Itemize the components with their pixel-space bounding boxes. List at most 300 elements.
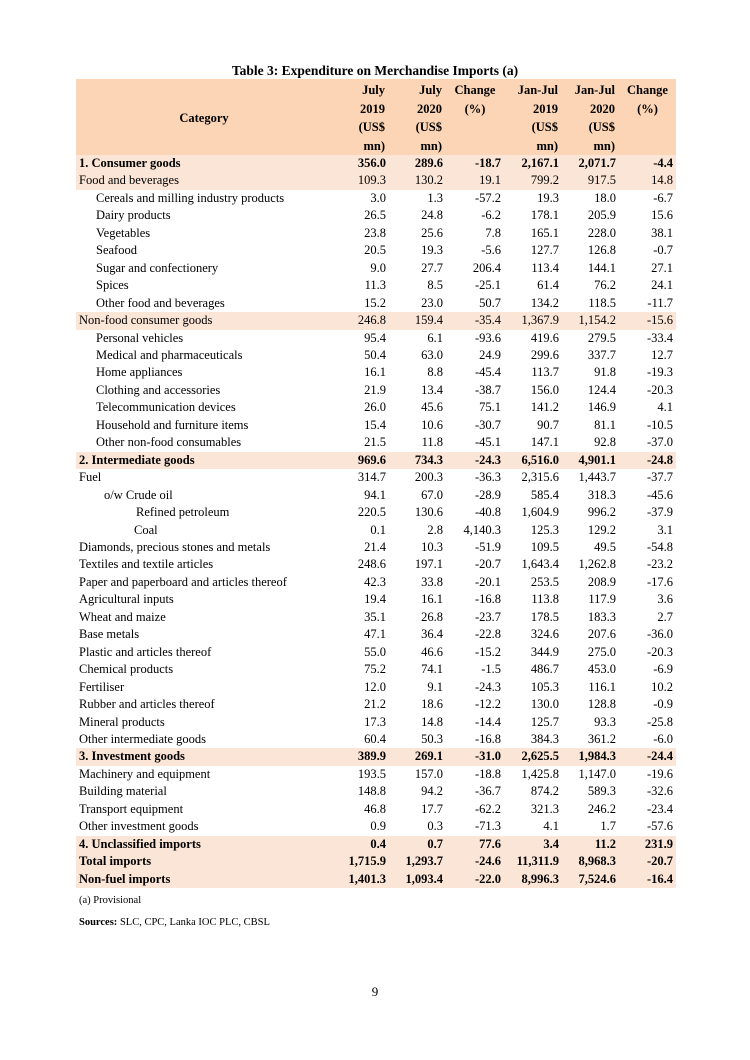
row-value: 12.0 (364, 679, 386, 694)
row-value: -93.6 (474, 330, 501, 345)
row-value: 19.3 (421, 243, 443, 258)
row-value: 3.0 (370, 190, 386, 205)
row-value: -4.4 (619, 155, 676, 172)
row-value: 1,154.2 (562, 312, 619, 329)
row-label: Textiles and textile articles (79, 557, 214, 572)
row-value: 3.4 (504, 836, 562, 853)
row-label: 2. Intermediate goods (76, 452, 332, 469)
row-value: -18.8 (474, 766, 501, 781)
table-row (76, 364, 676, 381)
row-value: 279.5 (587, 330, 616, 345)
row-value: -0.9 (653, 697, 673, 712)
header-line: Jan-Jul (574, 83, 615, 97)
row-value: 129.2 (587, 522, 616, 537)
table-row (76, 417, 676, 434)
row-value: 94.2 (421, 784, 443, 799)
header-line: 2019 (533, 101, 558, 116)
row-value: 113.8 (531, 592, 559, 607)
table-row (76, 172, 676, 189)
header-col-janjul-2020 (562, 79, 619, 155)
row-value: 1,093.4 (389, 871, 446, 888)
row-value: 156.0 (530, 382, 559, 397)
row-value: 118.5 (588, 295, 616, 310)
row-value: 589.3 (587, 784, 616, 799)
table-row (76, 452, 676, 469)
row-value: 321.3 (530, 801, 559, 816)
table-row (76, 504, 676, 521)
row-value: 76.2 (594, 278, 616, 293)
provisional-note: (a) Provisional (79, 895, 142, 906)
row-value: -18.7 (446, 155, 504, 172)
row-value: 113.4 (531, 260, 559, 275)
row-value: 453.0 (587, 662, 616, 677)
header-col-july-2019 (332, 79, 389, 155)
row-value: 231.9 (619, 836, 676, 853)
row-label: Agricultural inputs (79, 592, 174, 607)
row-value: 269.1 (389, 748, 446, 765)
row-value: -0.7 (653, 243, 673, 258)
row-value: 159.4 (389, 312, 446, 329)
row-value: 50.3 (421, 731, 443, 746)
row-value: 63.0 (421, 347, 443, 362)
header-line: Change (627, 83, 668, 97)
row-value: 17.7 (421, 801, 443, 816)
row-value: -24.8 (619, 452, 676, 469)
row-value: 67.0 (421, 487, 443, 502)
table-row (76, 469, 676, 486)
row-value: 95.4 (364, 330, 386, 345)
row-label: Machinery and equipment (79, 766, 211, 781)
row-label: Sugar and confectionery (96, 260, 219, 275)
row-value: 200.3 (414, 470, 443, 485)
table-row (76, 539, 676, 556)
row-value: 8.5 (427, 278, 443, 293)
row-value: -45.1 (474, 435, 501, 450)
table-row (76, 626, 676, 643)
row-value: 275.0 (587, 644, 616, 659)
row-value: 46.6 (421, 644, 443, 659)
row-value: 208.9 (587, 574, 616, 589)
row-value: 246.2 (587, 801, 616, 816)
row-value: 16.1 (364, 365, 386, 380)
table-row (76, 190, 676, 207)
row-value: 8,968.3 (562, 853, 619, 870)
table-row (76, 836, 676, 853)
table-body (76, 155, 676, 888)
row-label: Coal (134, 522, 158, 537)
row-label: Base metals (79, 627, 140, 642)
row-value: 0.1 (370, 522, 386, 537)
header-col-change-janjul (619, 79, 676, 155)
row-label: Chemical products (79, 662, 174, 677)
row-value: 117.9 (588, 592, 616, 607)
table-row (76, 679, 676, 696)
row-value: -36.3 (474, 470, 501, 485)
row-value: 1,715.9 (332, 853, 389, 870)
row-value: 81.1 (594, 417, 616, 432)
page-number: 9 (371, 984, 379, 999)
row-value: 799.2 (504, 172, 562, 189)
row-value: 144.1 (587, 260, 616, 275)
row-value: 419.6 (530, 330, 559, 345)
row-label: Personal vehicles (96, 330, 184, 345)
row-label: Transport equipment (79, 801, 184, 816)
row-value: -20.3 (646, 382, 673, 397)
row-value: 130.6 (414, 505, 443, 520)
row-value: 585.4 (530, 487, 559, 502)
table-row (76, 434, 676, 451)
row-value: -57.2 (474, 190, 501, 205)
row-value: 12.7 (651, 347, 673, 362)
row-value: 19.3 (537, 190, 559, 205)
row-value: 389.9 (332, 748, 389, 765)
table-row (76, 487, 676, 504)
row-value: 318.3 (587, 487, 616, 502)
row-value: 996.2 (587, 505, 616, 520)
row-value: 2,071.7 (562, 155, 619, 172)
row-label: Plastic and articles thereof (79, 644, 212, 659)
row-value: 1,262.8 (578, 557, 616, 572)
row-value: 24.1 (651, 278, 673, 293)
header-line: (US$ (531, 120, 558, 134)
row-value: 1.7 (600, 819, 616, 834)
table-row (76, 591, 676, 608)
row-value: -30.7 (474, 417, 501, 432)
row-value: -24.3 (474, 679, 501, 694)
row-value: 2,625.5 (504, 748, 562, 765)
row-value: 60.4 (364, 731, 386, 746)
row-value: 42.3 (364, 574, 386, 589)
row-value: 969.6 (332, 452, 389, 469)
row-label: Dairy products (96, 208, 171, 223)
row-value: -45.4 (474, 365, 501, 380)
row-value: 27.7 (421, 260, 443, 275)
row-value: -20.3 (646, 644, 673, 659)
row-label: Other investment goods (79, 819, 199, 834)
row-value: -22.0 (446, 871, 504, 888)
row-value: 7.8 (485, 225, 501, 240)
row-value: 23.0 (421, 295, 443, 310)
row-value: 38.1 (651, 225, 673, 240)
table-row (76, 609, 676, 626)
table-row (76, 242, 676, 259)
table-title: Table 3: Expenditure on Merchandise Imports (a) (231, 63, 519, 78)
row-value: 134.2 (530, 295, 559, 310)
row-value: -57.6 (646, 819, 673, 834)
row-value: 2.7 (657, 609, 673, 624)
row-label: Cereals and milling industry products (96, 190, 285, 205)
row-value: 20.5 (364, 243, 386, 258)
row-value: -12.2 (474, 697, 501, 712)
row-value: -6.2 (481, 208, 501, 223)
row-value: 11.2 (562, 836, 619, 853)
row-value: 109.3 (332, 172, 389, 189)
row-value: 8,996.3 (504, 871, 562, 888)
header-line: mn) (536, 138, 558, 153)
row-value: 17.3 (364, 714, 386, 729)
row-value: -36.0 (646, 627, 673, 642)
table-row (76, 661, 676, 678)
header-line: July (419, 83, 442, 97)
row-value: 1,147.0 (578, 766, 616, 781)
row-value: -11.7 (647, 295, 673, 310)
header-line: (US$ (358, 120, 385, 134)
row-value: 26.0 (364, 400, 386, 415)
row-value: -51.9 (474, 539, 501, 554)
row-value: -71.3 (474, 819, 501, 834)
row-value: -28.9 (474, 487, 501, 502)
row-value: 130.0 (530, 697, 559, 712)
row-value: 11.3 (364, 278, 386, 293)
header-line: Jan-Jul (517, 83, 558, 97)
row-value: 47.1 (364, 627, 386, 642)
row-value: 193.5 (357, 766, 386, 781)
row-value: 2.8 (427, 522, 443, 537)
sources-label: Sources: (79, 917, 118, 928)
header-category: Category (76, 79, 332, 155)
row-value: 10.2 (651, 679, 673, 694)
table-row (76, 783, 676, 800)
row-value: -40.8 (474, 505, 501, 520)
row-label: Wheat and maize (79, 609, 166, 624)
row-value: 734.3 (389, 452, 446, 469)
row-value: 0.3 (427, 819, 443, 834)
row-value: 1,604.9 (521, 505, 559, 520)
row-value: 35.1 (364, 609, 386, 624)
row-value: 299.6 (530, 347, 559, 362)
header-col-change-july (446, 79, 504, 155)
row-value: 205.9 (587, 208, 616, 223)
row-value: -23.7 (474, 609, 501, 624)
row-value: -6.7 (653, 190, 673, 205)
row-label: Home appliances (96, 365, 183, 380)
header-line: (%) (637, 101, 658, 116)
row-value: 248.6 (357, 557, 386, 572)
row-value: 15.4 (364, 417, 386, 432)
row-value: 127.7 (530, 243, 559, 258)
row-value: 55.0 (364, 644, 386, 659)
row-value: 116.1 (588, 679, 616, 694)
row-value: 157.0 (414, 766, 443, 781)
header-line: mn) (593, 138, 615, 153)
row-value: 2,167.1 (504, 155, 562, 172)
row-value: 93.3 (594, 714, 616, 729)
row-value: 8.8 (427, 365, 443, 380)
row-value: 0.7 (389, 836, 446, 853)
row-value: 45.6 (421, 400, 443, 415)
row-value: 105.3 (530, 679, 559, 694)
header-col-july-2020 (389, 79, 446, 155)
row-value: 228.0 (587, 225, 616, 240)
table-row (76, 644, 676, 661)
header-line: 2020 (417, 101, 442, 116)
table-row (76, 347, 676, 364)
row-value: 7,524.6 (562, 871, 619, 888)
row-label: Non-fuel imports (76, 871, 332, 888)
row-value: -17.6 (646, 574, 673, 589)
row-value: 4.1 (657, 400, 673, 415)
row-label: Non-food consumer goods (76, 312, 332, 329)
row-value: 253.5 (530, 574, 559, 589)
imports-table (76, 79, 676, 888)
row-value: 3.1 (657, 522, 673, 537)
table-row (76, 277, 676, 294)
row-value: 384.3 (530, 731, 559, 746)
row-value: -62.2 (474, 801, 501, 816)
row-label: 3. Investment goods (76, 748, 332, 765)
table-row (76, 556, 676, 573)
row-value: 289.6 (389, 155, 446, 172)
row-value: -24.6 (446, 853, 504, 870)
row-value: 3.6 (657, 592, 673, 607)
row-value: 49.5 (594, 539, 616, 554)
row-label: Rubber and articles thereof (79, 697, 215, 712)
table-row (76, 871, 676, 888)
row-value: 33.8 (421, 574, 443, 589)
table-row (76, 382, 676, 399)
table-row (76, 399, 676, 416)
row-label: Vegetables (96, 225, 151, 240)
row-value: -1.5 (481, 662, 501, 677)
row-label: Medical and pharmaceuticals (96, 347, 243, 362)
row-value: -15.2 (474, 644, 501, 659)
row-value: 126.8 (587, 243, 616, 258)
header-line: (%) (464, 101, 486, 116)
row-value: 21.9 (364, 382, 386, 397)
row-value: -19.3 (646, 365, 673, 380)
row-value: -54.8 (646, 539, 673, 554)
row-value: 1,643.4 (521, 557, 559, 572)
header-line: Change (454, 83, 496, 97)
table-row (76, 766, 676, 783)
row-value: 148.8 (357, 784, 386, 799)
header-line: mn) (420, 138, 442, 153)
row-value: 178.1 (530, 208, 559, 223)
row-label: Household and furniture items (96, 417, 249, 432)
sources-text: SLC, CPC, Lanka IOC PLC, CBSL (119, 917, 270, 928)
row-value: 1,425.8 (521, 766, 559, 781)
row-value: 0.9 (370, 819, 386, 834)
row-value: 18.0 (594, 190, 616, 205)
row-value: 1,984.3 (562, 748, 619, 765)
row-value: 26.5 (364, 208, 386, 223)
row-label: 1. Consumer goods (76, 155, 332, 172)
row-value: 178.5 (530, 609, 559, 624)
row-value: -6.0 (653, 731, 673, 746)
row-value: 207.6 (587, 627, 616, 642)
row-value: 21.2 (364, 697, 386, 712)
row-value: 19.1 (446, 172, 504, 189)
row-value: 130.2 (389, 172, 446, 189)
row-value: -20.1 (474, 574, 501, 589)
row-value: 25.6 (421, 225, 443, 240)
table-row (76, 853, 676, 870)
table-row (76, 748, 676, 765)
row-value: -19.6 (646, 766, 673, 781)
table-row (76, 312, 676, 329)
row-value: -23.2 (646, 557, 673, 572)
row-value: 77.6 (446, 836, 504, 853)
row-label: Diamonds, precious stones and metals (79, 539, 271, 554)
table-row (76, 731, 676, 748)
row-value: -16.8 (474, 731, 501, 746)
row-value: 874.2 (530, 784, 559, 799)
table-row (76, 574, 676, 591)
row-value: 4,901.1 (562, 452, 619, 469)
row-value: -20.7 (619, 853, 676, 870)
row-value: 9.0 (370, 260, 386, 275)
row-value: 206.4 (472, 260, 501, 275)
row-value: -31.0 (446, 748, 504, 765)
row-value: 91.8 (594, 365, 616, 380)
row-value: 90.7 (537, 417, 559, 432)
header-line: (US$ (588, 120, 615, 134)
header-line: 2020 (590, 101, 615, 116)
row-value: 46.8 (364, 801, 386, 816)
row-value: 36.4 (421, 627, 443, 642)
row-value: 14.8 (619, 172, 676, 189)
row-value: 486.7 (530, 662, 559, 677)
row-value: 15.2 (364, 295, 386, 310)
row-value: 128.8 (587, 697, 616, 712)
row-value: -16.4 (619, 871, 676, 888)
row-value: -35.4 (446, 312, 504, 329)
row-value: 15.6 (651, 208, 673, 223)
table-row (76, 801, 676, 818)
row-value: 6,516.0 (504, 452, 562, 469)
row-value: 94.1 (364, 487, 386, 502)
row-value: -22.8 (474, 627, 501, 642)
row-value: 2,315.6 (521, 470, 559, 485)
row-value: 917.5 (562, 172, 619, 189)
row-value: 10.6 (421, 417, 443, 432)
header-line: (US$ (415, 120, 442, 134)
row-value: 24.8 (421, 208, 443, 223)
row-label: 4. Unclassified imports (76, 836, 332, 853)
row-value: 220.5 (357, 505, 386, 520)
row-value: 6.1 (427, 330, 443, 345)
row-value: -6.9 (653, 662, 673, 677)
row-value: -36.7 (474, 784, 501, 799)
row-value: -37.9 (646, 505, 673, 520)
row-value: -45.6 (646, 487, 673, 502)
table-row (76, 225, 676, 242)
row-value: 61.4 (537, 278, 559, 293)
header-col-janjul-2019 (504, 79, 562, 155)
row-value: 1,401.3 (332, 871, 389, 888)
row-value: 23.8 (364, 225, 386, 240)
table-row (76, 714, 676, 731)
row-label: Spices (96, 278, 129, 293)
row-value: 109.5 (530, 539, 559, 554)
row-label: Food and beverages (76, 172, 332, 189)
row-label: Other non-food consumables (96, 435, 242, 450)
table-row (76, 260, 676, 277)
table-row (76, 696, 676, 713)
row-value: 26.8 (421, 609, 443, 624)
row-label: Clothing and accessories (96, 382, 221, 397)
row-value: -23.4 (646, 801, 673, 816)
row-value: -14.4 (474, 714, 501, 729)
row-value: 1,443.7 (578, 470, 616, 485)
row-value: 246.8 (332, 312, 389, 329)
row-value: 4.1 (543, 819, 559, 834)
table-row (76, 207, 676, 224)
row-value: -37.7 (646, 470, 673, 485)
row-label: Other food and beverages (96, 295, 225, 310)
row-value: -10.5 (646, 417, 673, 432)
row-value: 124.4 (587, 382, 616, 397)
